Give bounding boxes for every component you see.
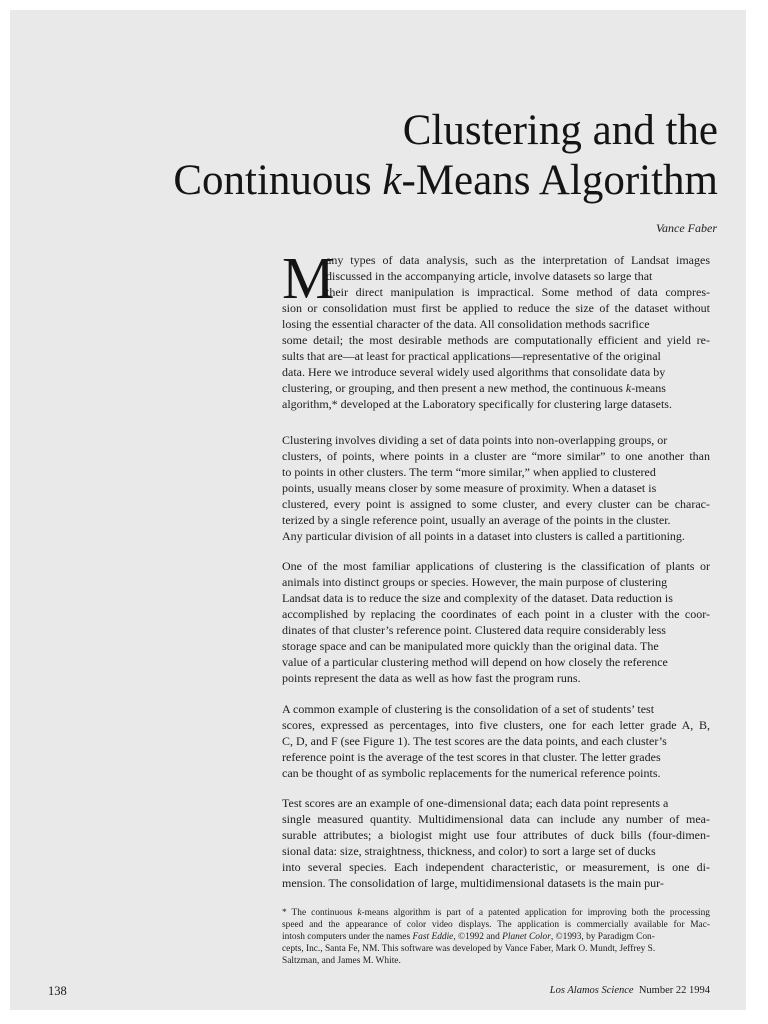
p2-line-4: points, usually means closer by some measure of proximity. When a dataset is	[282, 481, 657, 495]
p1-line-8: data. Here we introduce several widely used algorithms that consolidate data by	[282, 365, 666, 379]
footnote-line-3	[282, 931, 710, 943]
journal-name: Los Alamos Science	[549, 985, 634, 996]
p3-line-3: Landsat data is to reduce the size and complexity of the dataset. Data reduction is	[282, 591, 673, 605]
footnote-l3-pre: intosh computers under the names	[282, 932, 413, 942]
title-italic-k: k	[382, 157, 402, 204]
footnote	[282, 907, 710, 967]
p1-italic-k: k	[625, 381, 632, 395]
p1-line-4: sion or consolidation must first be applied to reduce the size of the dataset without	[282, 301, 710, 315]
title-line-2	[10, 156, 718, 206]
p5-line-4: sional data: size, straightness, thickness, and color) to sort a large set of ducks	[282, 844, 656, 858]
page-number: 138	[48, 984, 67, 998]
footnote-l3-mid: ©1992 and	[455, 932, 503, 942]
p5-line-5: into several species. Each independent characteristic, or measurement, is one di-	[282, 860, 710, 874]
p2-line-2: clusters, of points, where points in a cluster are “more similar” to one another than	[282, 449, 710, 463]
p4-line-2: scores, expressed as percentages, into five clusters, one for each letter grade A, B,	[282, 718, 710, 732]
footnote-italic-k: k	[357, 908, 362, 918]
p1-line-10: algorithm,* developed at the Laboratory specifically for clustering large datasets.	[282, 397, 672, 411]
p4-line-5: can be thought of as symbolic replacements for the numerical reference points.	[282, 766, 661, 780]
article-title	[10, 106, 718, 206]
p5-line-2: single measured quantity. Multidimensional data can include any number of mea-	[282, 812, 710, 826]
p1-line-7: sults that are—at least for practical applications—representative of the original	[282, 349, 661, 363]
p1-line-6: some detail; the most desirable methods are computationally efficient and yield re-	[282, 333, 710, 347]
author-byline: Vance Faber	[656, 221, 717, 235]
journal-footer	[550, 985, 710, 996]
article-page	[10, 10, 746, 1010]
p2-line-5: clustered, every point is assigned to some cluster, and every cluster can be charac-	[282, 497, 710, 511]
footnote-line-2: speed and the appearance of color video displays. The application is commercially available for Mac-	[282, 920, 710, 930]
paragraph-5	[282, 795, 710, 891]
p2-line-1: Clustering involves dividing a set of data points into non-overlapping groups, or	[282, 433, 668, 447]
p5-line-6: mension. The consolidation of large, multidimensional datasets is the main pur-	[282, 876, 664, 890]
p1-line-5: losing the essential character of the data. All consolidation methods sacrifice	[282, 317, 650, 331]
p2-line-3: to points in other clusters. The term “more similar,” when applied to clustered	[282, 465, 656, 479]
p2-line-7: Any particular division of all points in a dataset into clusters is called a partitioning.	[282, 529, 685, 543]
p3-line-2: animals into distinct groups or species. However, the main purpose of clustering	[282, 575, 668, 589]
p4-line-1: A common example of clustering is the consolidation of a set of students’ test	[282, 702, 655, 716]
footnote-l1-pre: * The continuous	[282, 908, 358, 918]
footnote-line-4: cepts, Inc., Santa Fe, NM. This software was developed by Vance Faber, Mark O. Mundt, Jeffrey S.	[282, 944, 656, 954]
p1-line-3: their direct manipulation is impractical. Some method of data compres-	[326, 285, 710, 299]
p3-line-6: storage space and can be manipulated more quickly than the original data. The	[282, 639, 659, 653]
p1-line-1: any types of data analysis, such as the interpretation of Landsat images	[326, 253, 710, 267]
p5-line-1: Test scores are an example of one-dimensional data; each data point represents a	[282, 796, 669, 810]
footnote-l1-post: -means algorithm is part of a patented application for improving both the processing	[361, 908, 710, 918]
p1-line-9	[282, 380, 710, 396]
paragraph-4	[282, 701, 710, 781]
journal-issue: Number 22 1994	[638, 985, 710, 996]
p3-line-7: value of a particular clustering method will depend on how closely the reference	[282, 655, 668, 669]
p1-line-9-post: -means	[631, 381, 666, 395]
title-line-2-pre: Continuous	[173, 157, 383, 204]
p4-line-4: reference point is the average of the test scores in that cluster. The letter grades	[282, 750, 661, 764]
footnote-planet-color: Planet Color	[502, 932, 551, 942]
footnote-l3-post: , ©1993, by Paradigm Con-	[550, 932, 655, 942]
footnote-fast-eddie: Fast Eddie,	[412, 932, 456, 942]
title-line-2-post: -Means Algorithm	[401, 157, 718, 204]
p3-line-8: points represent the data as well as how fast the program runs.	[282, 671, 581, 685]
paragraph-1	[282, 245, 710, 412]
paragraph-3	[282, 558, 710, 686]
footnote-line-5: Saltzman, and James M. White.	[282, 956, 401, 966]
p3-line-5: dinates of that cluster’s reference point. Clustered data require considerably less	[282, 623, 666, 637]
p1-line-9-pre: clustering, or grouping, and then present a new method, the continuous	[282, 381, 626, 395]
drop-cap: M	[282, 245, 335, 311]
p5-line-3: surable attributes; a biologist might use four attributes of duck bills (four-dimen-	[282, 828, 710, 842]
p4-line-3: C, D, and F (see Figure 1). The test scores are the data points, and each cluster’s	[282, 734, 667, 748]
p3-line-1: One of the most familiar applications of clustering is the classification of plants or	[282, 559, 710, 573]
title-line-1: Clustering and the	[402, 107, 718, 154]
p3-line-4: accomplished by replacing the coordinates of each point in a cluster with the coor-	[282, 607, 710, 621]
p2-line-6: terized by a single reference point, usually an average of the points in the cluster.	[282, 513, 671, 527]
footnote-line-1	[282, 907, 710, 919]
paragraph-2	[282, 432, 710, 544]
p1-line-2: discussed in the accompanying article, involve datasets so large that	[326, 269, 653, 283]
